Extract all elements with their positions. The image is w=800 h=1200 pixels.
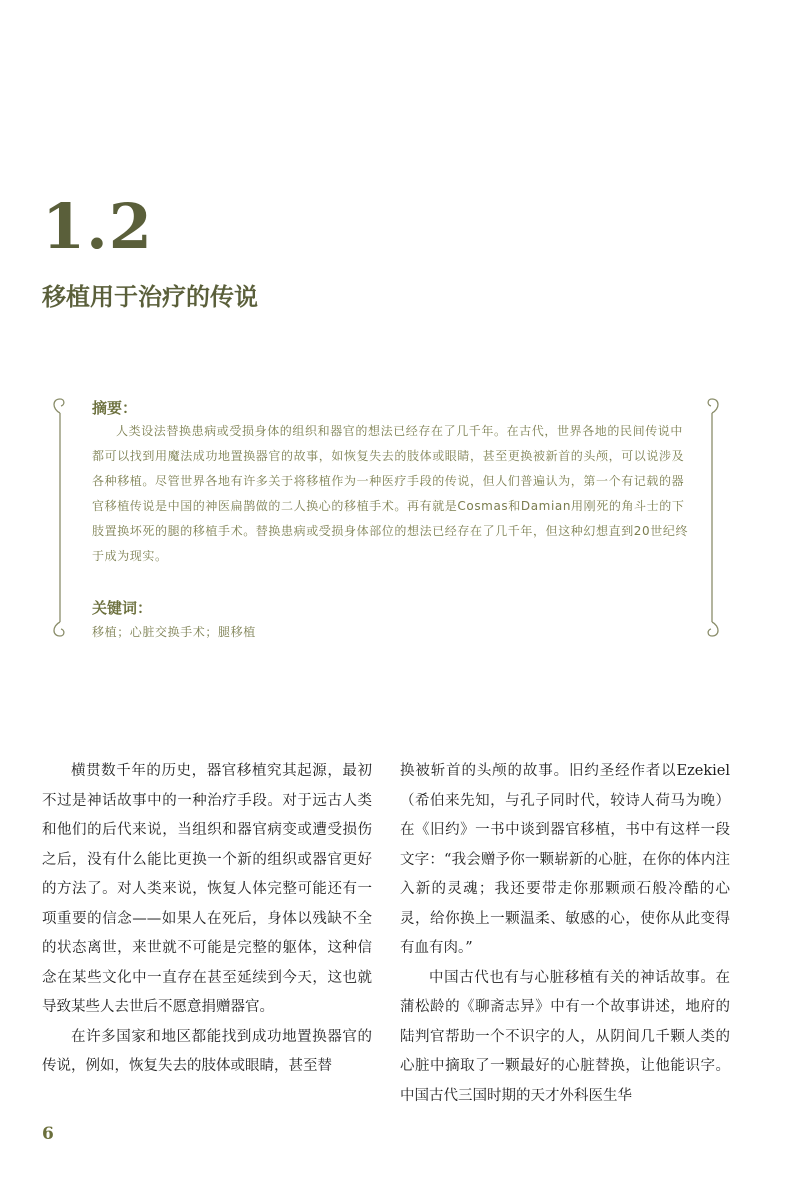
body-paragraph: 在许多国家和地区都能找到成功地置换器官的传说，例如，恢复失去的肢体或眼睛，甚至替 [42,1028,372,1074]
page-number: 6 [42,1124,54,1144]
abstract-box [50,395,722,640]
body-column-left [42,757,372,1082]
keywords-label: 关键词： [92,599,153,617]
abstract-text: 人类设法替换患病或受损身体的组织和器官的想法已经存在了几千年。在古代，世界各地的民间传说中都可以找到用魔法成功地置换器官的故事，如恢复失去的肢体或眼睛，甚至更换被新首的头颅，可以说涉及各种移植。尽管世界各地有许多关于将移植作为一种医疗手段的传说，但人们普遍认为，第一个有记载的器官移植传说是中国的神医扁鹊做的二人换心的移植手术。再有就是Cosmas和Damian用刚死的角斗士的下肢置换坏死的腿的移植手术。替换患病或受损身体部位的想法已经存在了几千年，但这种幻想直到20世纪终于成为现实。 [92,424,689,563]
body-paragraph-continued: 换被斩首的头颅的故事。旧约圣经作者以Ezekiel（希伯来先知，与孔子同时代，较诗人荷马为晚）在《旧约》一书中谈到器官移植，书中有这样一段文字：“我会赠予你一颗崭新的心脏，在你的体内注入新的灵魂；我还要带走你那颗顽石般冷酷的心灵，给你换上一颗温柔、敏感的心，使你从此变得有血有肉。” [400,763,730,956]
section-title: 移植用于治疗的传说 [42,283,258,311]
section-number: 1.2 [42,190,153,263]
body-paragraph: 中国古代也有与心脏移植有关的神话故事。在蒲松龄的《聊斋志异》中有一个故事讲述，地府的陆判官帮助一个不识字的人，从阴间几千颗人类的心脏中摘取了一颗最好的心脏替换，让他能识字。中国古代三国时期的天才外科医生华 [400,969,730,1104]
body-column-right [400,757,730,1111]
keywords-text: 移植；心脏交换手术；腿移植 [92,625,256,639]
right-bracket-ornament [704,395,722,640]
left-bracket-ornament [50,395,68,640]
body-paragraph: 横贯数千年的历史，器官移植究其起源，最初不过是神话故事中的一种治疗手段。对于远古人类和他们的后代来说，当组织和器官病变或遭受损伤之后，没有什么能比更换一个新的组织或器官更好的方法了。对人类来说，恢复人体完整可能还有一项重要的信念——如果人在死后，身体以残缺不全的状态离世，来世就不可能是完整的躯体，这种信念在某些文化中一直存在甚至延续到今天，这也就导致某些人去世后不愿意捐赠器官。 [42,763,372,1015]
abstract-label: 摘要： [92,399,138,417]
